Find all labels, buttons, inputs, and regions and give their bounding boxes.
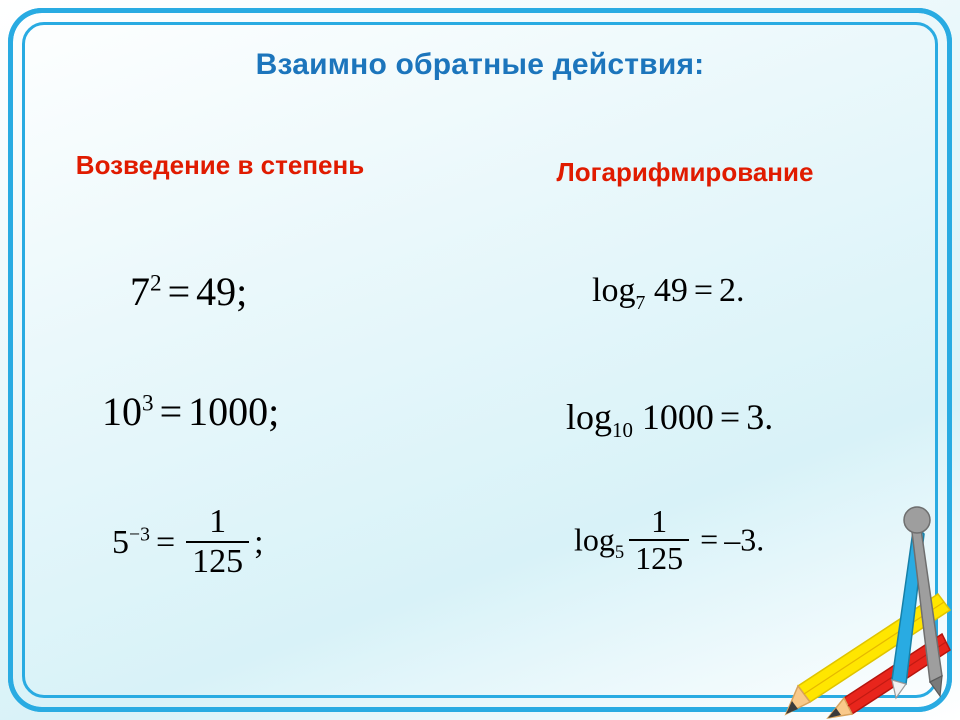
left-expr-3-punctuation: ;: [254, 523, 264, 561]
left-expr-3-numerator: 1: [209, 503, 227, 541]
left-expr-2-base: 10: [102, 389, 142, 434]
left-expression-1: [130, 268, 247, 315]
right-column-heading: Логарифмирование: [556, 157, 814, 187]
left-expr-1-relation: =: [167, 269, 191, 314]
right-expr-3-result: –3: [724, 521, 757, 558]
right-expr-1-function: log: [592, 272, 636, 309]
left-expr-2-exponent: 3: [142, 390, 154, 417]
left-expression-2: [102, 388, 279, 435]
pencil-red-icon: [828, 634, 950, 718]
left-expr-1-base: 7: [130, 269, 150, 314]
left-expr-2-punctuation: ;: [268, 389, 280, 434]
left-expr-3-exponent: −3: [129, 523, 150, 546]
right-expr-3-relation: =: [700, 521, 719, 558]
decorative-frame-outer: [8, 8, 952, 712]
right-expr-3-subscript: 5: [614, 541, 625, 563]
right-expr-2-punctuation: .: [764, 397, 774, 437]
left-expr-3-fraction: [186, 505, 249, 579]
slide-title: Взаимно обратные действия:: [255, 48, 705, 81]
right-expression-2: [566, 396, 774, 443]
right-expression-3: [574, 503, 765, 578]
left-expr-1-exponent: 2: [150, 270, 162, 297]
left-column-heading: Возведение в степень: [75, 150, 365, 180]
pencil-yellow-icon: [786, 594, 950, 714]
right-expr-3-function: log: [574, 521, 615, 558]
right-expr-1-argument: 49: [653, 272, 688, 309]
left-expr-1-result: 49: [196, 269, 237, 314]
right-expr-2-result: 3: [746, 397, 765, 437]
left-expr-3-base: 5: [112, 523, 129, 561]
left-expr-2-relation: =: [159, 389, 183, 434]
right-expr-3-fraction: [629, 505, 689, 575]
right-expr-1-subscript: 7: [635, 291, 646, 314]
right-expr-1-punctuation: .: [736, 272, 745, 309]
right-expr-2-relation: =: [719, 397, 741, 437]
decorative-frame-inner: [22, 22, 938, 698]
left-expr-3-relation: =: [155, 523, 176, 561]
right-expr-3-numerator: 1: [651, 503, 668, 540]
left-expr-2-result: 1000: [188, 389, 269, 434]
right-expr-3-punctuation: .: [756, 521, 765, 558]
compass-icon: [892, 507, 942, 698]
right-expr-2-function: log: [566, 397, 613, 437]
right-expression-1: [592, 272, 745, 314]
left-expr-1-punctuation: ;: [236, 269, 248, 314]
right-expr-3-denominator: 125: [629, 539, 689, 576]
left-expression-3: [112, 503, 264, 582]
left-expr-3-denominator: 125: [186, 541, 249, 580]
right-expr-2-subscript: 10: [612, 418, 633, 443]
frame-corner-bottom-left: [8, 637, 83, 712]
right-expr-1-result: 2: [719, 272, 736, 309]
frame-corner-bottom-right: [877, 637, 952, 712]
right-expr-1-relation: =: [693, 272, 713, 309]
right-expr-2-argument: 1000: [641, 397, 714, 437]
